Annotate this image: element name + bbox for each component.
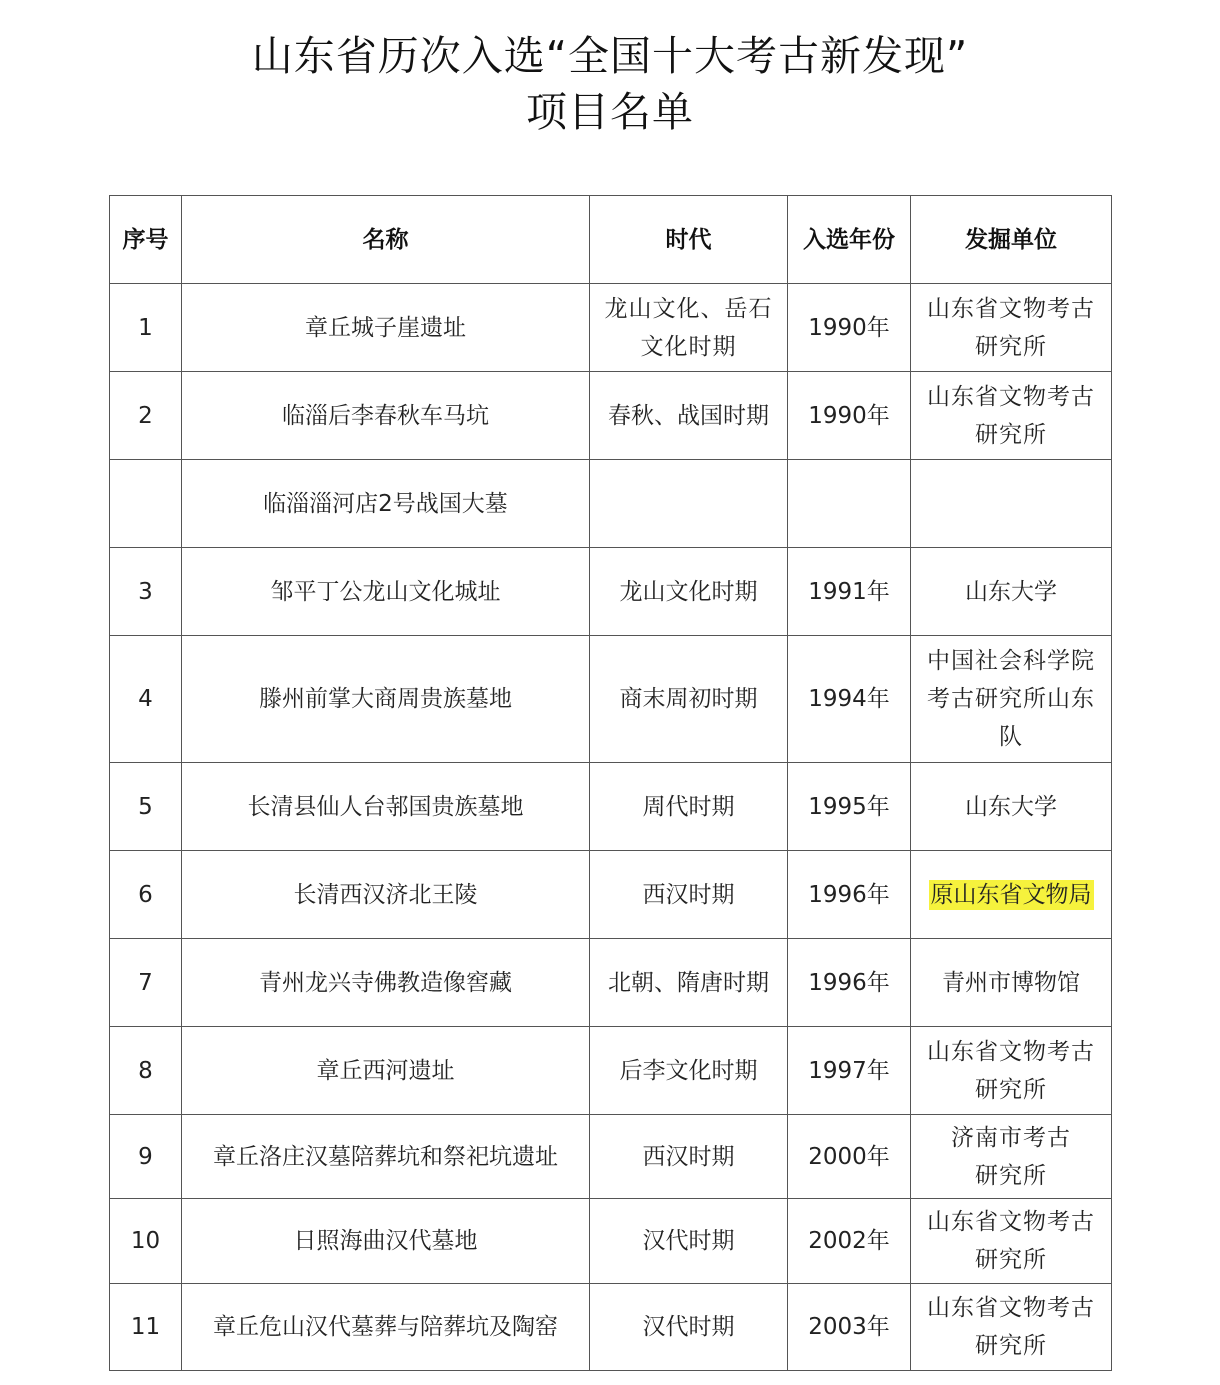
project-table xyxy=(109,195,1112,1371)
cell-unit: 中国社会科学院考古研究所山东队 xyxy=(911,636,1112,763)
cell-year: 1996年 xyxy=(788,851,911,939)
cell-year xyxy=(788,460,911,548)
cell-unit: 山东省文物考古研究所 xyxy=(911,284,1112,372)
cell-era xyxy=(590,460,788,548)
cell-name: 长清西汉济北王陵 xyxy=(182,851,590,939)
cell-era: 西汉时期 xyxy=(590,851,788,939)
cell-no: 5 xyxy=(110,763,182,851)
cell-no xyxy=(110,460,182,548)
table-row xyxy=(110,939,1112,1027)
cell-era: 龙山文化时期 xyxy=(590,548,788,636)
highlighted-unit-text: 原山东省文物局 xyxy=(930,881,1092,908)
cell-era: 春秋、战国时期 xyxy=(590,372,788,460)
cell-name: 青州龙兴寺佛教造像窖藏 xyxy=(182,939,590,1027)
cell-unit: 济南市考古研究所 xyxy=(911,1115,1112,1199)
header-unit: 发掘单位 xyxy=(911,196,1112,284)
cell-no: 11 xyxy=(110,1284,182,1371)
cell-era: 后李文化时期 xyxy=(590,1027,788,1115)
cell-no: 4 xyxy=(110,636,182,763)
cell-era: 北朝、隋唐时期 xyxy=(590,939,788,1027)
cell-year: 2002年 xyxy=(788,1199,911,1284)
cell-unit: 山东省文物考古研究所 xyxy=(911,1199,1112,1284)
cell-name: 日照海曲汉代墓地 xyxy=(182,1199,590,1284)
cell-no: 9 xyxy=(110,1115,182,1199)
cell-no: 10 xyxy=(110,1199,182,1284)
header-year: 入选年份 xyxy=(788,196,911,284)
cell-unit: 山东省文物考古研究所 xyxy=(911,1027,1112,1115)
page-subtitle: 项目名单 xyxy=(526,88,694,136)
cell-unit: 青州市博物馆 xyxy=(911,939,1112,1027)
cell-year: 1994年 xyxy=(788,636,911,763)
cell-name: 章丘城子崖遗址 xyxy=(182,284,590,372)
cell-no: 8 xyxy=(110,1027,182,1115)
cell-year: 1995年 xyxy=(788,763,911,851)
cell-name: 长清县仙人台邿国贵族墓地 xyxy=(182,763,590,851)
table-row xyxy=(110,851,1112,939)
header-no: 序号 xyxy=(110,196,182,284)
table-row xyxy=(110,763,1112,851)
cell-name: 章丘洛庄汉墓陪葬坑和祭祀坑遗址 xyxy=(182,1115,590,1199)
cell-unit: 山东省文物考古研究所 xyxy=(911,372,1112,460)
cell-era: 周代时期 xyxy=(590,763,788,851)
cell-name: 邹平丁公龙山文化城址 xyxy=(182,548,590,636)
cell-unit xyxy=(911,460,1112,548)
cell-year: 2003年 xyxy=(788,1284,911,1371)
cell-era: 龙山文化、岳石文化时期 xyxy=(590,284,788,372)
cell-name: 章丘危山汉代墓葬与陪葬坑及陶窑 xyxy=(182,1284,590,1371)
cell-name: 章丘西河遗址 xyxy=(182,1027,590,1115)
cell-name: 临淄后李春秋车马坑 xyxy=(182,372,590,460)
cell-no: 2 xyxy=(110,372,182,460)
cell-year: 2000年 xyxy=(788,1115,911,1199)
cell-unit: 山东大学 xyxy=(911,548,1112,636)
table-row xyxy=(110,372,1112,460)
cell-year: 1991年 xyxy=(788,548,911,636)
cell-year: 1997年 xyxy=(788,1027,911,1115)
cell-no: 3 xyxy=(110,548,182,636)
table-row xyxy=(110,1115,1112,1199)
cell-unit: 山东省文物考古研究所 xyxy=(911,1284,1112,1371)
table-row xyxy=(110,636,1112,763)
table-header-row xyxy=(110,196,1112,284)
cell-unit: 山东大学 xyxy=(911,763,1112,851)
cell-no: 7 xyxy=(110,939,182,1027)
cell-no: 6 xyxy=(110,851,182,939)
table-row xyxy=(110,1284,1112,1371)
cell-era: 西汉时期 xyxy=(590,1115,788,1199)
header-name: 名称 xyxy=(182,196,590,284)
table-row xyxy=(110,548,1112,636)
table-row xyxy=(110,1027,1112,1115)
cell-year: 1990年 xyxy=(788,372,911,460)
cell-era: 商末周初时期 xyxy=(590,636,788,763)
cell-no: 1 xyxy=(110,284,182,372)
table-row xyxy=(110,460,1112,548)
cell-unit-highlighted xyxy=(911,851,1112,939)
table-row xyxy=(110,1199,1112,1284)
cell-era: 汉代时期 xyxy=(590,1199,788,1284)
cell-era: 汉代时期 xyxy=(590,1284,788,1371)
table-row xyxy=(110,284,1112,372)
cell-year: 1996年 xyxy=(788,939,911,1027)
cell-name: 临淄淄河店2号战国大墓 xyxy=(182,460,590,548)
cell-name: 滕州前掌大商周贵族墓地 xyxy=(182,636,590,763)
page-title: 山东省历次入选“全国十大考古新发现” xyxy=(251,32,969,80)
header-era: 时代 xyxy=(590,196,788,284)
cell-year: 1990年 xyxy=(788,284,911,372)
